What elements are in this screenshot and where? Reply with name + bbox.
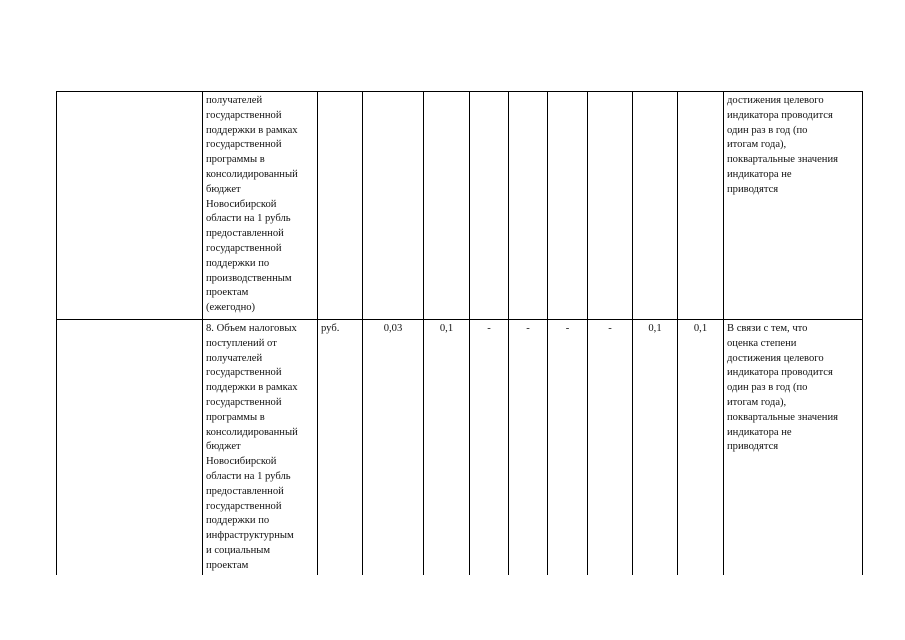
indicator-name-cell: 8. Объем налоговых поступлений от получателей государственной поддержки в рамках государственной программы в консолидированный бюджет Новосибирской области на 1 рубль предоставленной государственной поддержки по инфраструктурным и социальным проектам <box>203 320 318 576</box>
group-cell <box>57 92 203 320</box>
value-cell: 0,03 <box>363 320 424 576</box>
indicator-name-cell: получателей государственной поддержки в рамках государственной программы в консолидированный бюджет Новосибирской области на 1 рубль предоставленной государственной поддержки по производственным проектам (ежегодно) <box>203 92 318 320</box>
table-row <box>57 92 863 320</box>
value-cell: - <box>548 320 588 576</box>
value-cell: 0,1 <box>424 320 470 576</box>
value-cell: - <box>588 320 633 576</box>
value-cell: 0,1 <box>633 320 678 576</box>
note-cell: В связи с тем, что оценка степени достижения целевого индикатора проводится один раз в год (по итогам года), поквартальные значения индикатора не приводятся <box>724 320 863 576</box>
unit-cell: руб. <box>318 320 363 576</box>
value-cell <box>509 92 548 320</box>
value-cell <box>588 92 633 320</box>
value-cell <box>633 92 678 320</box>
table-row <box>57 320 863 576</box>
value-cell <box>424 92 470 320</box>
unit-cell <box>318 92 363 320</box>
value-cell <box>678 92 724 320</box>
value-cell: - <box>509 320 548 576</box>
value-cell <box>548 92 588 320</box>
value-cell: 0,1 <box>678 320 724 576</box>
value-cell: - <box>470 320 509 576</box>
value-cell <box>470 92 509 320</box>
value-cell <box>363 92 424 320</box>
indicators-table <box>56 91 863 575</box>
note-cell: достижения целевого индикатора проводится один раз в год (по итогам года), поквартальные значения индикатора не приводятся <box>724 92 863 320</box>
group-cell <box>57 320 203 576</box>
